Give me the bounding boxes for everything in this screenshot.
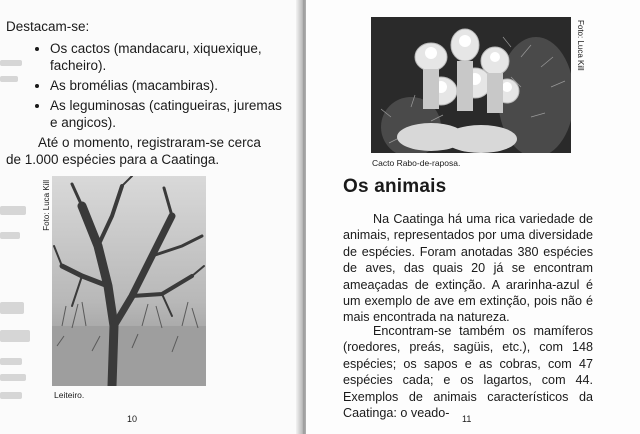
intro-text: Destacam-se:: [6, 19, 90, 34]
page-number: 10: [127, 414, 138, 424]
page-number: 11: [462, 414, 472, 424]
section-heading: Os animais: [343, 176, 447, 197]
photo-credit-text: Foto: Luca Kill: [42, 180, 51, 231]
plant-list: [34, 40, 290, 134]
list-item: • As leguminosas (catingueiras, juremas e angicos).: [50, 97, 290, 131]
animals-paragraph-2: Encontram-se também os mamíferos (roedores, preás, sagüis, etc.), com 148 espécies; os sapos e as cobras, com 47 espécies cada; e os lagartos, com 44. Exemplos de animais característicos da Caatinga: o veado-: [343, 324, 593, 421]
list-item: • Os cactos (mandacaru, xiquexique, facheiro).: [50, 40, 290, 74]
photo-credit: [576, 20, 586, 100]
photo-caption: Leiteiro.: [54, 390, 85, 400]
bleed-through-text: [0, 0, 36, 434]
animals-paragraph-1: Na Caatinga há uma rica variedade de animais, representados por uma diversidade de espécies. Foram anotadas 380 espécies de aves, das quais 20 já se encontram ameaçadas de extinção. A ararinha-azul é um exemplo de ave em extinção, pois não é mais encontrada na natureza.: [343, 212, 593, 325]
list-item: • As bromélias (macambiras).: [50, 77, 290, 94]
right-page: [306, 0, 640, 434]
left-page: [0, 0, 300, 434]
cactus-photo: [371, 17, 571, 153]
photo-caption: Cacto Rabo-de-raposa.: [372, 158, 461, 168]
leiteiro-tree-photo: [52, 176, 206, 386]
photo-credit-text: Foto: Luca Kill: [576, 20, 585, 71]
photo-credit: [42, 180, 52, 260]
species-count-paragraph: Até o momento, registraram-se cerca de 1.000 espécies para a Caatinga.: [6, 135, 261, 167]
